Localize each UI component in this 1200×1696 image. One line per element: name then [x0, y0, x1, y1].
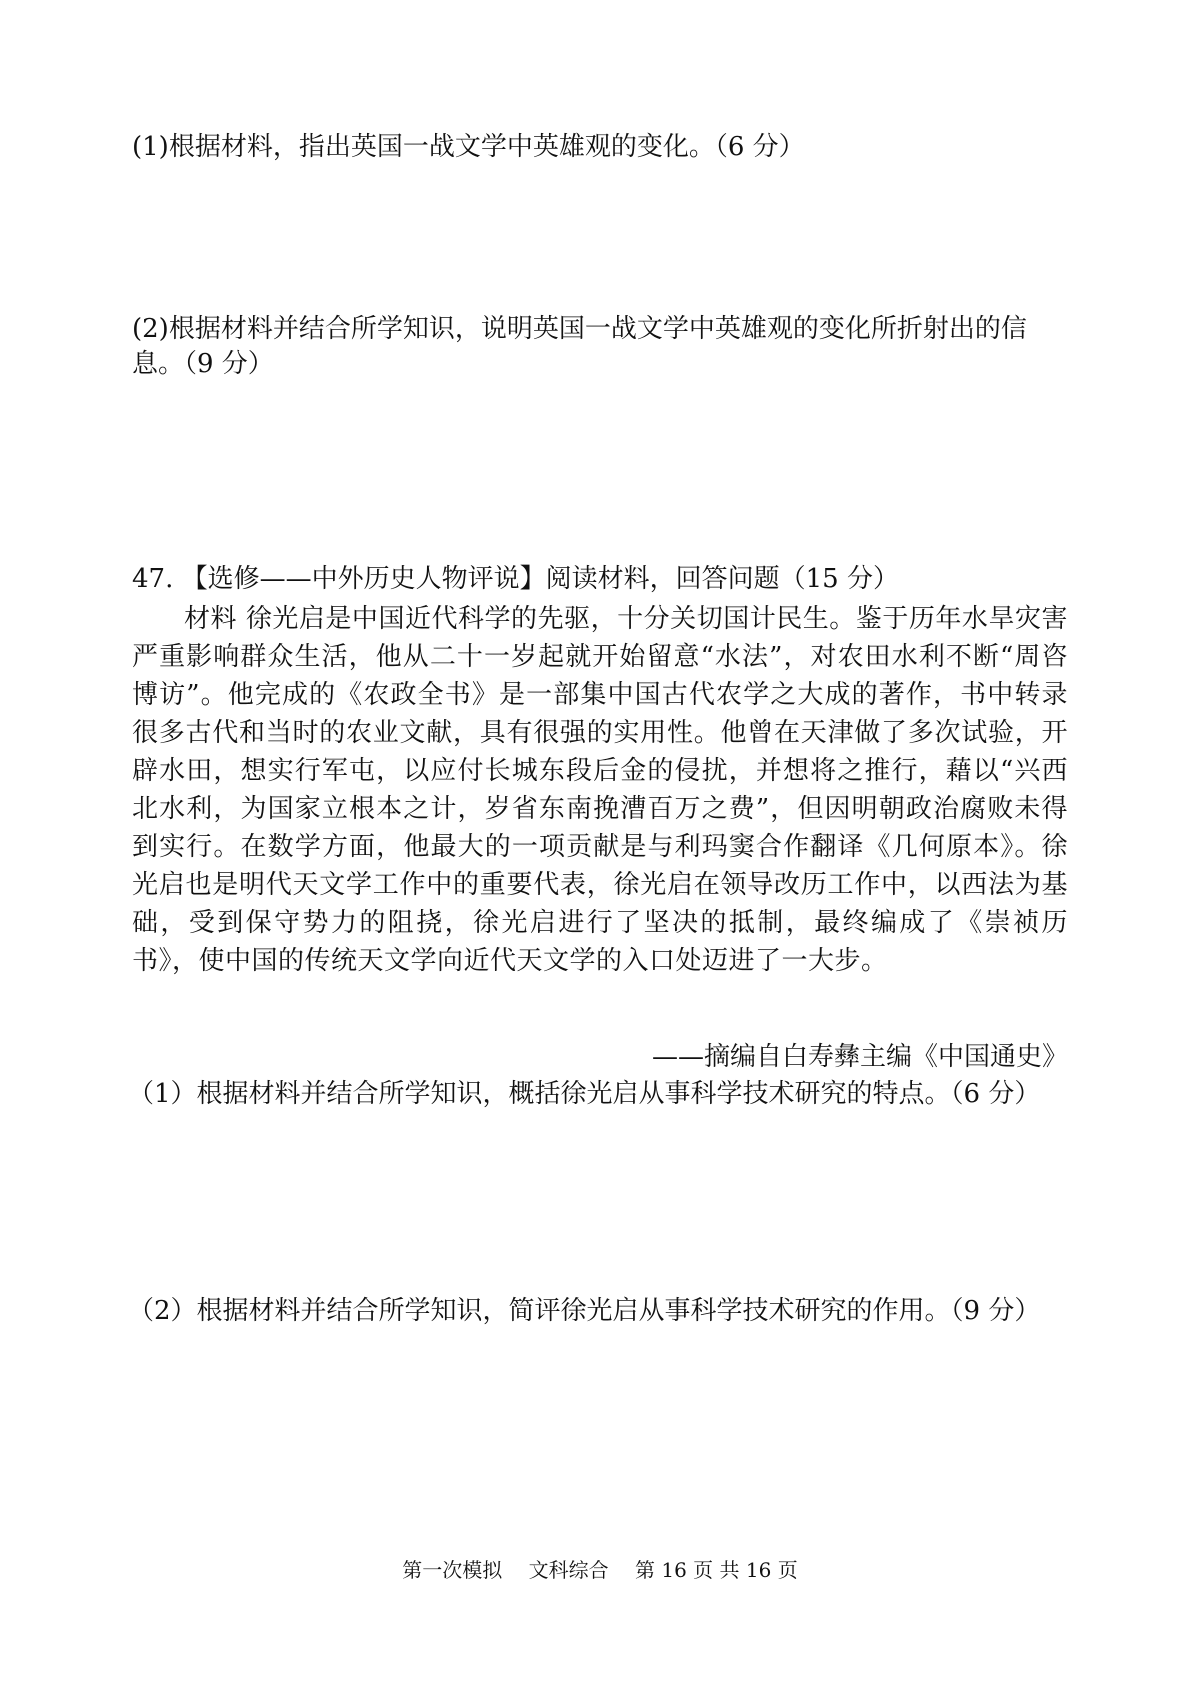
question-46-part-1: (1)根据材料，指出英国一战文学中英雄观的变化。（6 分） [132, 132, 805, 162]
material-source: ——摘编自白寿彝主编《中国通史》 [651, 1042, 1068, 1072]
footer-exam-name: 第一次模拟 [402, 1558, 503, 1582]
question-46-part-2-line-2: 息。（9 分） [132, 349, 274, 379]
question-47-part-1: （1）根据材料并结合所学知识，概括徐光启从事科学技术研究的特点。（6 分） [128, 1079, 1041, 1109]
question-46-part-2-line-1: (2)根据材料并结合所学知识，说明英国一战文学中英雄观的变化所折射出的信 [132, 314, 1027, 344]
page-footer [0, 1556, 1200, 1584]
footer-subject: 文科综合 [528, 1558, 609, 1582]
footer-page-number: 第 16 页 共 16 页 [635, 1558, 798, 1582]
question-47-title: 47. 【选修——中外历史人物评说】阅读材料，回答问题（15 分） [132, 564, 899, 594]
question-47-material [132, 600, 1068, 980]
material-paragraph: 材料 徐光启是中国近代科学的先驱，十分关切国计民生。鉴于历年水旱灾害严重影响群众生活，他从二十一岁起就开始留意“水法”，对农田水利不断“周咨博访”。他完成的《农政全书》是一部集中国古代农学之大成的著作，书中转录很多古代和当时的农业文献，具有很强的实用性。他曾在天津做了多次试验，开辟水田，想实行军屯，以应付长城东段后金的侵扰，并想将之推行，藉以“兴西北水利，为国家立根本之计，岁省东南挽漕百万之费”，但因明朝政治腐败未得到实行。在数学方面，他最大的一项贡献是与利玛窦合作翻译《几何原本》。徐光启也是明代天文学工作中的重要代表，徐光启在领导改历工作中，以西法为基础，受到保守势力的阻挠，徐光启进行了坚决的抵制，最终编成了《崇祯历书》，使中国的传统天文学向近代天文学的入口处迈进了一大步。 [132, 604, 1068, 976]
question-47-part-2: （2）根据材料并结合所学知识，简评徐光启从事科学技术研究的作用。（9 分） [128, 1296, 1041, 1326]
